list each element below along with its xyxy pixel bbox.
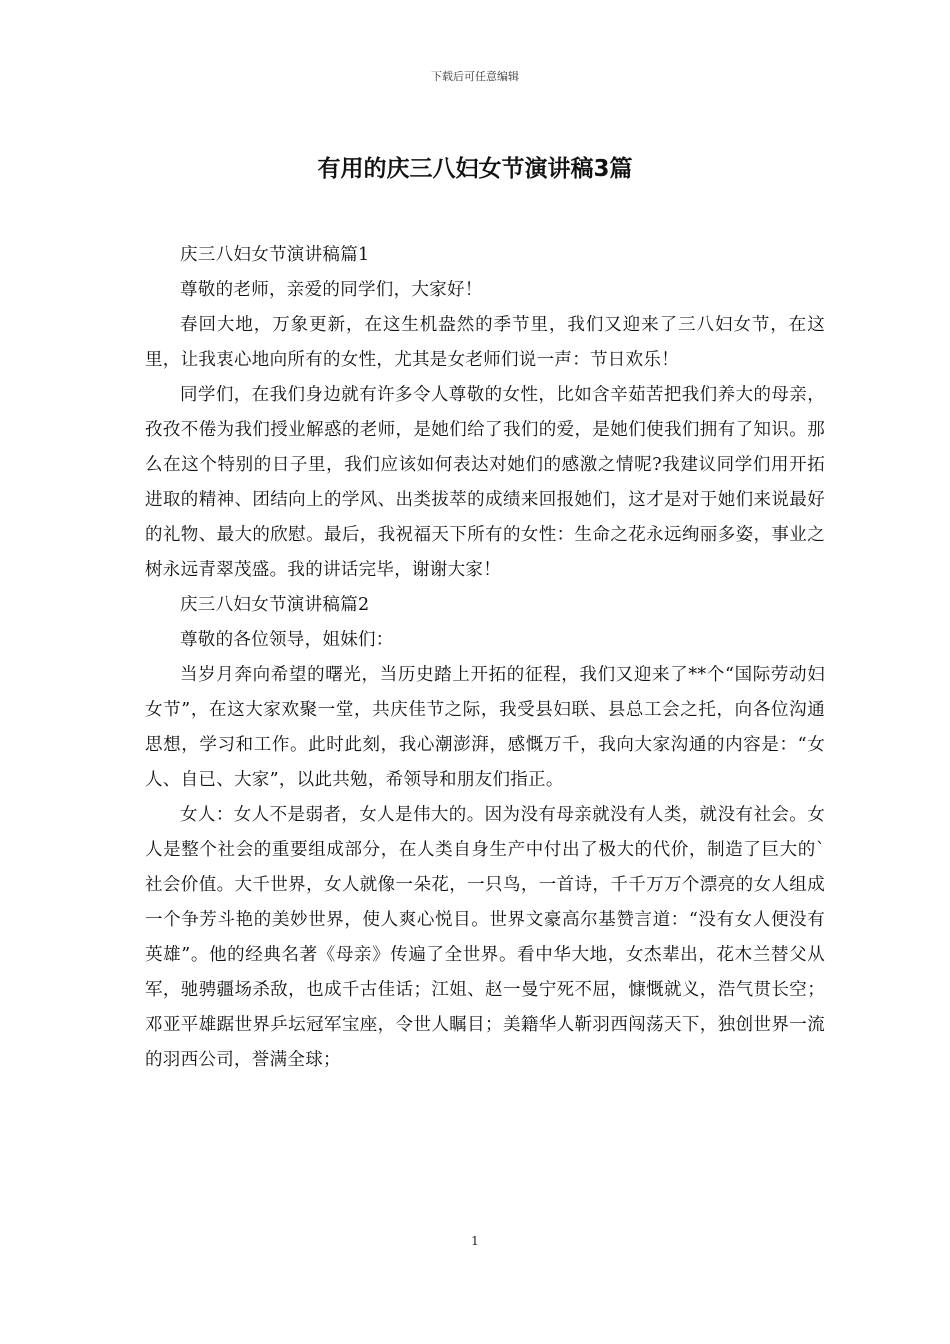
section-heading-2: 庆三八妇女节演讲稿篇2 [180,595,370,615]
body-paragraph: 当岁月奔向希望的曙光，当历史踏上开拓的征程，我们又迎来了**个“国际劳动妇女节”，在这大家欢聚一堂，共庆佳节之际，我受县妇联、县总工会之托，向各位沟通思想，学习和工作。此时此刻，我心潮澎湃，感慨万千，我向大家沟通的内容是：“女人、自已、大家”，以此共勉，希领导和朋友们指正。 [145,665,825,790]
document-body [145,238,825,1078]
greeting-paragraph-1: 尊敬的老师，亲爱的同学们，大家好！ [180,280,483,300]
body-paragraph: 女人：女人不是弱者，女人是伟大的。因为没有母亲就没有人类，就没有社会。女人是整个社会的重要组成部分，在人类自身生产中付出了极大的代价，制造了巨大的`社会价值。大千世界，女人就像一朵花，一只鸟，一首诗，千千万万个漂亮的女人组成一个争芳斗艳的美妙世界，使人爽心悦目。世界文豪高尔基赞言道：“没有女人便没有英雄”。他的经典名著《母亲》传遍了全世界。看中华大地，女杰辈出，花木兰替父从军，驰骋疆场杀敌，也成千古佳话；江姐、赵一曼宁死不屈，慷慨就义，浩气贯长空；邓亚平雄踞世界乒坛冠军宝座，令世人瞩目；美籍华人靳羽西闯荡天下，独创世界一流的羽西公司，誉满全球； [145,805,825,1070]
body-paragraph: 同学们，在我们身边就有许多令人尊敬的女性，比如含辛茹苦把我们养大的母亲，孜孜不倦为我们授业解惑的老师，是她们给了我们的爱，是她们使我们拥有了知识。那么在这个特别的日子里，我们应该如何表达对她们的感激之情呢?我建议同学们用开拓进取的精神、团结向上的学风、出类拔萃的成绩来回报她们，这才是对于她们来说最好的礼物、最大的欣慰。最后，我祝福天下所有的女性：生命之花永远绚丽多姿，事业之树永远青翠茂盛。我的讲话完毕，谢谢大家！ [145,385,825,580]
section-heading-1: 庆三八妇女节演讲稿篇1 [180,245,370,265]
body-paragraph: 春回大地，万象更新，在这生机盎然的季节里，我们又迎来了三八妇女节，在这里，让我衷心地向所有的女性，尤其是女老师们说一声：节日欢乐！ [145,315,825,370]
greeting-paragraph-2: 尊敬的各位领导，姐妹们： [180,630,394,650]
document-title: 有用的庆三八妇女节演讲稿3篇 [317,156,633,182]
page-number: 1 [471,1234,479,1248]
header-note: 下载后可任意编辑 [431,70,519,83]
